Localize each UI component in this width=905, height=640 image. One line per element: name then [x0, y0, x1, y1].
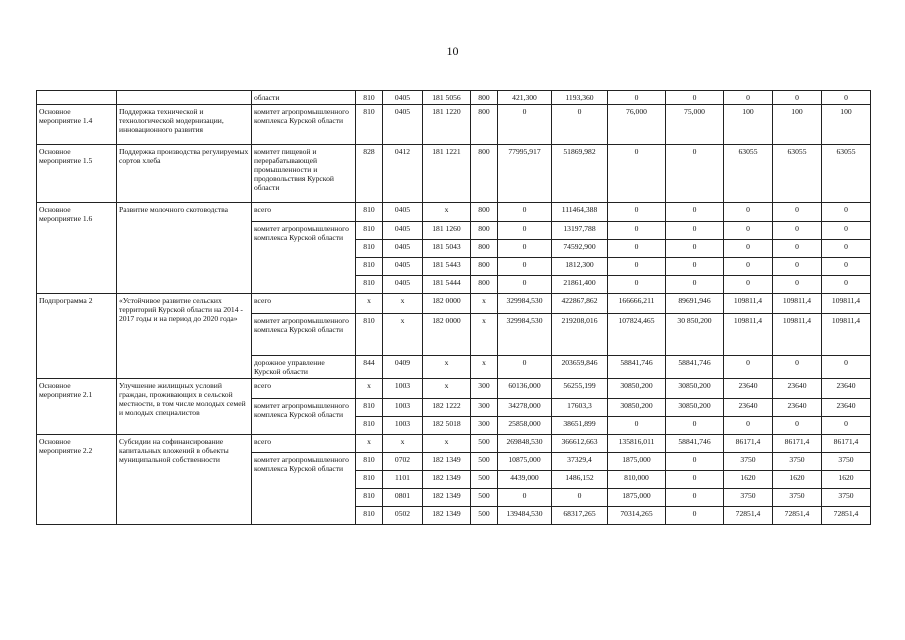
table-cell: 0	[666, 258, 724, 276]
table-cell: х	[471, 356, 498, 379]
table-cell: 58841,746	[666, 356, 724, 379]
table-cell: 58841,746	[608, 356, 666, 379]
table-cell: 0	[724, 417, 773, 435]
table-cell: 109811,4	[724, 294, 773, 314]
table-cell: 810	[356, 314, 383, 356]
table-cell: 800	[471, 240, 498, 258]
table-cell: 0	[773, 91, 822, 105]
table-cell: 810	[356, 507, 383, 525]
table-cell: 810	[356, 276, 383, 294]
table-cell: 63055	[822, 145, 871, 203]
table-cell: 182 1349	[423, 489, 471, 507]
table-cell: 800	[471, 145, 498, 203]
table-cell: 0	[608, 203, 666, 222]
table-cell: 0	[822, 240, 871, 258]
table-cell: 0	[724, 240, 773, 258]
table-cell: 0	[773, 356, 822, 379]
table-cell: 366612,663	[552, 435, 608, 453]
table-cell: 810	[356, 453, 383, 471]
table-cell: 3750	[773, 489, 822, 507]
table-cell: 810,000	[608, 471, 666, 489]
table-cell: 23640	[822, 379, 871, 399]
table-cell: 0	[773, 276, 822, 294]
table-cell: 810	[356, 417, 383, 435]
table-cell: 0	[724, 222, 773, 240]
table-cell: 109811,4	[724, 314, 773, 356]
table-cell: 0	[773, 240, 822, 258]
table-cell: 181 1221	[423, 145, 471, 203]
table-cell: 70314,265	[608, 507, 666, 525]
table-cell: 0	[608, 276, 666, 294]
table-cell: 800	[471, 203, 498, 222]
table-cell: 109811,4	[822, 314, 871, 356]
table-cell: 4439,000	[498, 471, 552, 489]
table-cell: 100	[822, 105, 871, 145]
table-cell: 0	[666, 507, 724, 525]
table-cell: 421,300	[498, 91, 552, 105]
table-row	[37, 379, 871, 399]
table-cell: 800	[471, 276, 498, 294]
table-cell: 810	[356, 471, 383, 489]
table-cell: х	[383, 314, 423, 356]
table-cell: 800	[471, 105, 498, 145]
table-cell: 0	[498, 489, 552, 507]
table-cell: 0405	[383, 203, 423, 222]
table-cell: комитет агропромышленного комплекса Курской области	[252, 314, 356, 356]
table-cell: 0	[608, 240, 666, 258]
table-cell: 810	[356, 91, 383, 105]
table-cell: 0405	[383, 105, 423, 145]
table-cell: Подпрограмма 2	[37, 294, 117, 379]
table-cell: 23640	[773, 399, 822, 417]
table-cell: 0405	[383, 258, 423, 276]
table-row	[37, 145, 871, 203]
table-cell: 500	[471, 489, 498, 507]
table-cell: Основное мероприятие 2.1	[37, 379, 117, 435]
table-cell: х	[471, 314, 498, 356]
table-cell: комитет агропромышленного комплекса Курской области	[252, 453, 356, 525]
table-cell: 810	[356, 399, 383, 417]
table-cell: 3750	[724, 489, 773, 507]
budget-table	[36, 90, 871, 525]
table-cell: 0	[822, 276, 871, 294]
table-cell: 23640	[724, 399, 773, 417]
table-cell: 0	[498, 276, 552, 294]
table-row	[37, 105, 871, 145]
table-cell: всего	[252, 435, 356, 453]
table-cell: 109811,4	[773, 294, 822, 314]
table-cell: 0	[773, 258, 822, 276]
table-cell: 0	[666, 276, 724, 294]
table-cell: 0	[666, 453, 724, 471]
table-cell	[117, 91, 252, 105]
table-cell: 72851,4	[773, 507, 822, 525]
table-cell: 0	[666, 471, 724, 489]
table-cell: 182 1222	[423, 399, 471, 417]
table-cell: комитет агропромышленного комплекса Курской области	[252, 222, 356, 294]
table-cell: Основное мероприятие 1.5	[37, 145, 117, 203]
table-cell: комитет агропромышленного комплекса Курской области	[252, 399, 356, 435]
table-cell: 3750	[724, 453, 773, 471]
table-cell: х	[423, 356, 471, 379]
table-cell: Основное мероприятие 1.4	[37, 105, 117, 145]
table-cell: 800	[471, 222, 498, 240]
table-cell: 300	[471, 417, 498, 435]
table-cell: 60136,000	[498, 379, 552, 399]
table-cell: 182 0000	[423, 294, 471, 314]
table-cell: 182 1349	[423, 453, 471, 471]
table-cell: 0405	[383, 276, 423, 294]
table-cell: области	[252, 91, 356, 105]
table-cell: 1486,152	[552, 471, 608, 489]
table-cell: 0	[822, 91, 871, 105]
table-cell: 3750	[822, 489, 871, 507]
table-cell: 23640	[822, 399, 871, 417]
table-cell: 181 5056	[423, 91, 471, 105]
table-cell: 0	[666, 240, 724, 258]
table-cell: 58841,746	[666, 435, 724, 453]
table-cell: 0	[552, 105, 608, 145]
table-cell: 0	[608, 417, 666, 435]
table-cell: 56255,199	[552, 379, 608, 399]
table-cell: 0405	[383, 91, 423, 105]
table-cell: 109811,4	[822, 294, 871, 314]
table-cell: 844	[356, 356, 383, 379]
table-cell: 34278,000	[498, 399, 552, 417]
table-cell: Основное мероприятие 2.2	[37, 435, 117, 525]
table-cell: 30850,200	[666, 399, 724, 417]
table-cell: 182 1349	[423, 471, 471, 489]
table-cell: 0	[724, 276, 773, 294]
table-cell: 1003	[383, 399, 423, 417]
table-cell: 810	[356, 222, 383, 240]
table-cell: 0702	[383, 453, 423, 471]
table-cell: 1003	[383, 417, 423, 435]
table-cell: комитет агропромышленного комплекса Курской области	[252, 105, 356, 145]
table-cell: х	[356, 379, 383, 399]
table-cell: 17603,3	[552, 399, 608, 417]
table-cell: 0	[498, 222, 552, 240]
table-cell: 0	[724, 203, 773, 222]
table-cell: 0502	[383, 507, 423, 525]
table-cell: 800	[471, 258, 498, 276]
table-cell: 500	[471, 507, 498, 525]
table-cell: всего	[252, 203, 356, 222]
table-cell: всего	[252, 379, 356, 399]
table-cell	[37, 91, 117, 105]
table-cell: 3750	[822, 453, 871, 471]
table-cell: 0	[822, 203, 871, 222]
table-cell: 3750	[773, 453, 822, 471]
table-row	[37, 294, 871, 314]
table-cell: 810	[356, 203, 383, 222]
table-cell: 0412	[383, 145, 423, 203]
table-cell: 72851,4	[724, 507, 773, 525]
table-cell: 181 5043	[423, 240, 471, 258]
table-cell: 76,000	[608, 105, 666, 145]
table-cell: 63055	[724, 145, 773, 203]
table-cell: 0409	[383, 356, 423, 379]
table-row	[37, 435, 871, 453]
table-cell: 166666,211	[608, 294, 666, 314]
table-row	[37, 203, 871, 222]
table-cell: х	[471, 294, 498, 314]
table-cell: 1003	[383, 379, 423, 399]
table-cell: 422867,862	[552, 294, 608, 314]
table-cell: 0405	[383, 222, 423, 240]
table-cell: 1620	[724, 471, 773, 489]
table-cell: 135816,011	[608, 435, 666, 453]
table-cell: 0405	[383, 240, 423, 258]
table-cell: 0	[724, 91, 773, 105]
table-cell: 219208,016	[552, 314, 608, 356]
table-cell: 23640	[773, 379, 822, 399]
table-cell: 810	[356, 258, 383, 276]
table-cell: 0	[822, 222, 871, 240]
table-cell: 10875,000	[498, 453, 552, 471]
table-cell: 0	[498, 258, 552, 276]
table-cell: 0	[608, 145, 666, 203]
table-cell: 500	[471, 435, 498, 453]
table-cell: 0	[608, 91, 666, 105]
table-cell: х	[356, 294, 383, 314]
table-cell: 86171,4	[822, 435, 871, 453]
table-cell: 181 5443	[423, 258, 471, 276]
table-cell: 269848,530	[498, 435, 552, 453]
table-cell: х	[383, 294, 423, 314]
page-number: 10	[446, 44, 459, 58]
table-cell: 181 5444	[423, 276, 471, 294]
table-cell: 38651,899	[552, 417, 608, 435]
table-cell: 329984,530	[498, 294, 552, 314]
table-cell: 89691,946	[666, 294, 724, 314]
table-cell: 181 1260	[423, 222, 471, 240]
table-cell: дорожное управление Курской области	[252, 356, 356, 379]
table-cell: 63055	[773, 145, 822, 203]
table-cell: Основное мероприятие 1.6	[37, 203, 117, 294]
table-cell: 51869,982	[552, 145, 608, 203]
table-cell: 0	[666, 203, 724, 222]
table-cell: 0	[666, 91, 724, 105]
table-cell: х	[423, 435, 471, 453]
table-cell: 810	[356, 240, 383, 258]
table-cell: 0	[608, 258, 666, 276]
table-cell: 100	[773, 105, 822, 145]
table-cell: 0	[498, 240, 552, 258]
table-cell: «Устойчивое развитие сельских территорий Курской области на 2014 - 2017 годы и на период до 2020 года»	[117, 294, 252, 379]
table-cell: 0	[822, 356, 871, 379]
table-cell: 30850,200	[608, 399, 666, 417]
table-cell: 203659,846	[552, 356, 608, 379]
table-cell: 0	[822, 417, 871, 435]
table-cell: 68317,265	[552, 507, 608, 525]
table-cell: 1875,000	[608, 489, 666, 507]
table-cell: 329984,530	[498, 314, 552, 356]
table-cell: 0	[666, 145, 724, 203]
table-cell: Поддержка технической и технологической модернизации, инновационного развития	[117, 105, 252, 145]
table-cell: 30850,200	[666, 379, 724, 399]
table-cell: 0	[498, 105, 552, 145]
table-cell: 37329,4	[552, 453, 608, 471]
table-cell: Улучшение жилищных условий граждан, проживающих в сельской местности, в том числе молодых семей и молодых специалистов	[117, 379, 252, 435]
table-cell: 0	[498, 203, 552, 222]
table-cell: 107824,465	[608, 314, 666, 356]
table-cell: 1193,360	[552, 91, 608, 105]
table-cell: 74592,900	[552, 240, 608, 258]
table-cell: 1620	[773, 471, 822, 489]
table-cell: 30850,200	[608, 379, 666, 399]
table-cell: Развитие молочного скотоводства	[117, 203, 252, 294]
table-cell: 0	[724, 258, 773, 276]
table-cell: 300	[471, 379, 498, 399]
table-cell: 0	[666, 222, 724, 240]
table-cell: 86171,4	[773, 435, 822, 453]
table-row	[37, 91, 871, 105]
table-cell: 139484,530	[498, 507, 552, 525]
table-cell: 828	[356, 145, 383, 203]
table-cell: 0	[773, 222, 822, 240]
table-cell: х	[423, 203, 471, 222]
table-cell: 182 0000	[423, 314, 471, 356]
table-cell: 23640	[724, 379, 773, 399]
table-cell: 77995,917	[498, 145, 552, 203]
table-cell: 810	[356, 105, 383, 145]
table-cell: 30 850,200	[666, 314, 724, 356]
table-cell: 500	[471, 453, 498, 471]
table-cell: 0	[666, 417, 724, 435]
table-cell: 75,000	[666, 105, 724, 145]
table-cell: 810	[356, 489, 383, 507]
table-cell: 0801	[383, 489, 423, 507]
table-cell: 0	[773, 417, 822, 435]
table-cell: 0	[822, 258, 871, 276]
table-cell: 0	[666, 489, 724, 507]
table-cell: 86171,4	[724, 435, 773, 453]
table-cell: Поддержка производства регулируемых сортов хлеба	[117, 145, 252, 203]
table-cell: 72851,4	[822, 507, 871, 525]
table-cell: комитет пищевой и перерабатывающей промышленности и продовольствия Курской области	[252, 145, 356, 203]
table-cell: 1101	[383, 471, 423, 489]
table-cell: 1875,000	[608, 453, 666, 471]
table-cell: 182 5018	[423, 417, 471, 435]
table-cell: 0	[552, 489, 608, 507]
table-cell: 0	[608, 222, 666, 240]
table-cell: 111464,388	[552, 203, 608, 222]
table-cell: 0	[724, 356, 773, 379]
table-cell: 13197,788	[552, 222, 608, 240]
table-cell: 182 1349	[423, 507, 471, 525]
table-cell: Субсидии на софинансирование капитальных вложений в объекты муниципальной собственности	[117, 435, 252, 525]
table-cell: х	[356, 435, 383, 453]
table-cell: х	[383, 435, 423, 453]
table-cell: 0	[498, 356, 552, 379]
table-cell: всего	[252, 294, 356, 314]
table-cell: 0	[773, 203, 822, 222]
table-cell: 181 1220	[423, 105, 471, 145]
table-cell: 109811,4	[773, 314, 822, 356]
table-cell: 300	[471, 399, 498, 417]
table-cell: 100	[724, 105, 773, 145]
table-cell: 800	[471, 91, 498, 105]
table-cell: 21861,400	[552, 276, 608, 294]
table-cell: 500	[471, 471, 498, 489]
table-cell: 1620	[822, 471, 871, 489]
table-cell: 25858,000	[498, 417, 552, 435]
table-cell: 1812,300	[552, 258, 608, 276]
table-cell: х	[423, 379, 471, 399]
